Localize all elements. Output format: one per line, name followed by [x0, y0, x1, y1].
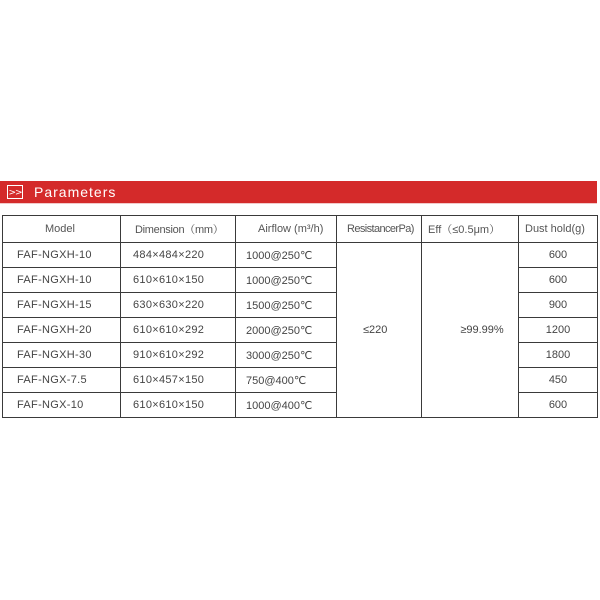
- header-resistance: ResistancerPa): [337, 216, 422, 243]
- cell-dimension: 610×610×150: [121, 393, 236, 418]
- cell-dust-hold: 1800: [519, 343, 598, 368]
- cell-model: FAF-NGX-10: [3, 393, 121, 418]
- cell-airflow: 1000@250℃: [236, 243, 337, 268]
- cell-resistance-merged: [337, 243, 422, 418]
- cell-dust-hold: 600: [519, 268, 598, 293]
- cell-model: FAF-NGXH-30: [3, 343, 121, 368]
- cell-dimension: 484×484×220: [121, 243, 236, 268]
- section-title: Parameters: [34, 184, 117, 200]
- cell-model: FAF-NGX-7.5: [3, 368, 121, 393]
- table-header-row: [3, 216, 598, 243]
- cell-dust-hold: 1200: [519, 318, 598, 343]
- cell-efficiency-merged: [422, 243, 519, 418]
- cell-dimension: 610×610×292: [121, 318, 236, 343]
- header-dust-hold: Dust hold(g): [519, 216, 598, 243]
- efficiency-value: ≥99.99%: [460, 324, 504, 336]
- parameters-table: [2, 215, 598, 418]
- cell-dust-hold: 600: [519, 243, 598, 268]
- cell-airflow: 1000@400℃: [236, 393, 337, 418]
- header-model: Model: [3, 216, 121, 243]
- cell-airflow: 750@400℃: [236, 368, 337, 393]
- cell-dust-hold: 900: [519, 293, 598, 318]
- cell-dimension: 910×610×292: [121, 343, 236, 368]
- cell-dust-hold: 600: [519, 393, 598, 418]
- cell-dimension: 630×630×220: [121, 293, 236, 318]
- cell-model: FAF-NGXH-10: [3, 268, 121, 293]
- double-chevron-icon: >>: [7, 185, 23, 199]
- cell-dust-hold: 450: [519, 368, 598, 393]
- resistance-value: ≤220: [363, 324, 388, 336]
- cell-dimension: 610×610×150: [121, 268, 236, 293]
- cell-airflow: 2000@250℃: [236, 318, 337, 343]
- cell-model: FAF-NGXH-15: [3, 293, 121, 318]
- cell-dimension: 610×457×150: [121, 368, 236, 393]
- cell-model: FAF-NGXH-20: [3, 318, 121, 343]
- header-airflow: Airflow (m³/h): [236, 216, 337, 243]
- cell-airflow: 1000@250℃: [236, 268, 337, 293]
- cell-airflow: 3000@250℃: [236, 343, 337, 368]
- cell-model: FAF-NGXH-10: [3, 243, 121, 268]
- banner-underline: [0, 203, 597, 204]
- cell-airflow: 1500@250℃: [236, 293, 337, 318]
- table-row: [3, 243, 598, 268]
- section-banner: [0, 181, 597, 203]
- header-efficiency: Eff（≤0.5μm）: [422, 216, 519, 243]
- header-dimension: Dimension（mm）: [121, 216, 236, 243]
